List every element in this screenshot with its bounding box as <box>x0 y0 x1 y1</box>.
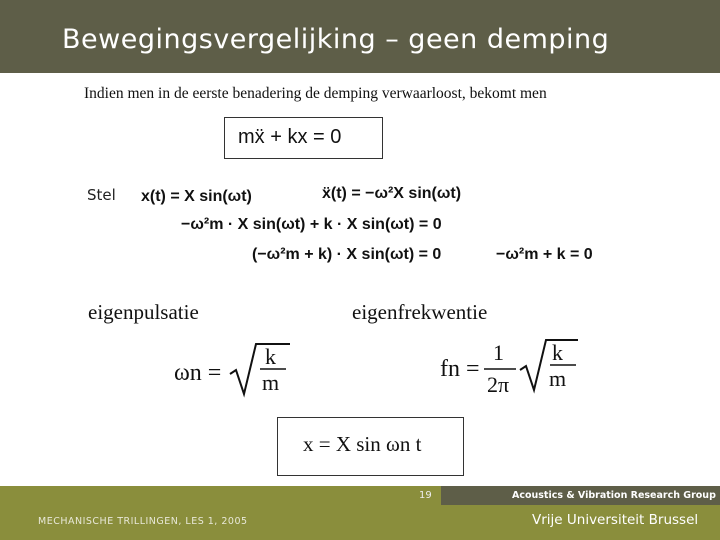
factored-equation: (−ω²m + k) · X sin(ωt) = 0 <box>252 246 442 263</box>
slide-title: Bewegingsvergelijking – geen demping <box>62 24 610 55</box>
fn-numerator: 1 <box>493 340 504 365</box>
fn-lhs: fn = <box>440 356 480 382</box>
omega-k: k <box>265 344 276 369</box>
omega-m: m <box>262 370 280 395</box>
slide-number: 19 <box>419 490 432 501</box>
characteristic-equation: −ω²m + k = 0 <box>496 246 593 263</box>
university-name: Vrije Universiteit Brussel <box>532 512 699 528</box>
assume-x: x(t) = X sin(ωt) <box>141 188 252 205</box>
intro-text: Indien men in de eerste benadering de demping verwaarloost, bekomt men <box>84 85 547 102</box>
substituted-equation: −ω²m · X sin(ωt) + k · X sin(ωt) = 0 <box>181 216 442 233</box>
research-group: Acoustics & Vibration Research Group <box>512 490 716 501</box>
eigenpulsatie-heading: eigenpulsatie <box>88 300 199 324</box>
fn-k: k <box>552 340 563 365</box>
sqrt-symbol-icon <box>228 340 292 398</box>
eigenfrekwentie-heading: eigenfrekwentie <box>352 300 488 324</box>
equation-of-motion: mẍ + kx = 0 <box>238 126 342 148</box>
assume-xddot: ẍ(t) = −ω²X sin(ωt) <box>322 185 462 202</box>
fn-m: m <box>549 366 567 391</box>
stel-label: Stel <box>87 186 116 204</box>
omega-lhs: ωn = <box>174 360 222 386</box>
solution-equation: x = X sin ωn t <box>303 432 422 456</box>
fn-denominator: 2π <box>487 372 510 397</box>
fraction-bar-icon <box>484 367 518 371</box>
course-label: MECHANISCHE TRILLINGEN, LES 1, 2005 <box>38 516 248 527</box>
